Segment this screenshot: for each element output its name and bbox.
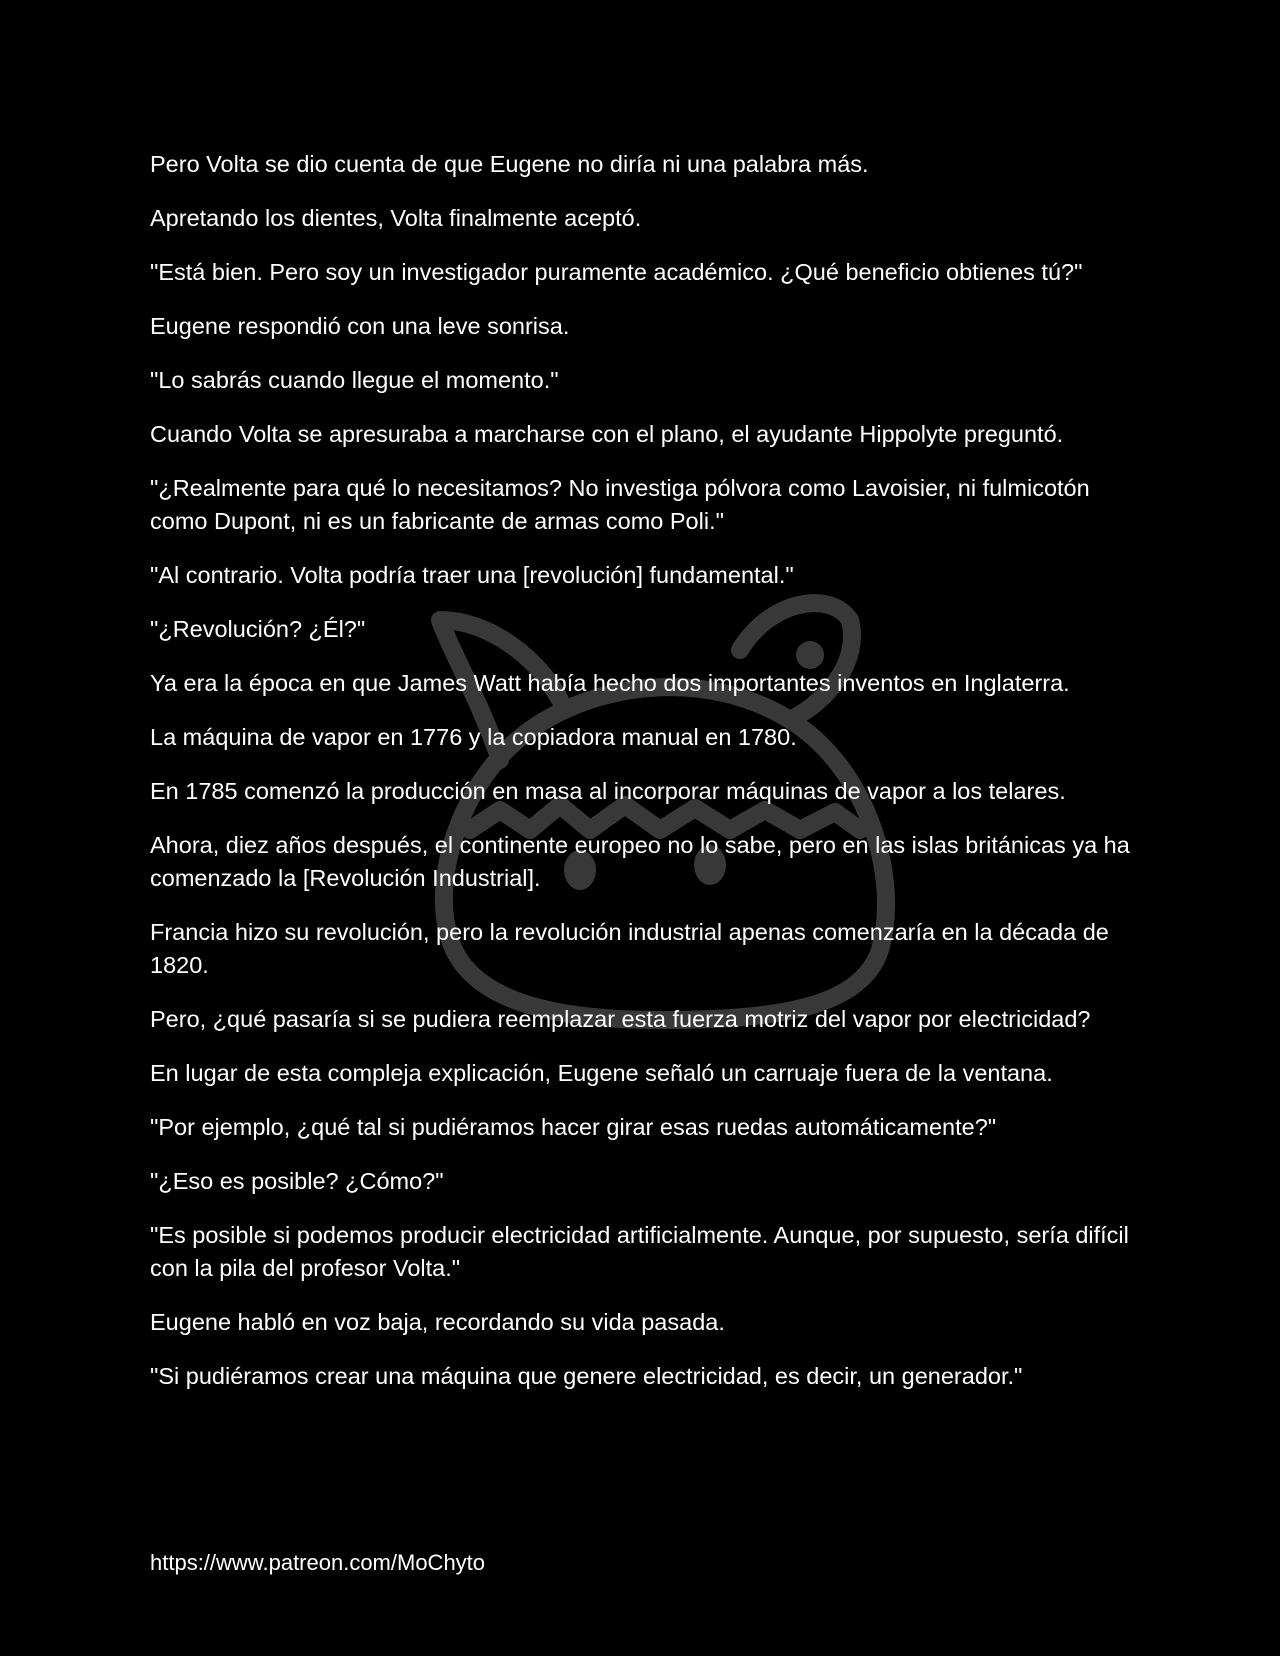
paragraph: "Lo sabrás cuando llegue el momento." (150, 367, 559, 393)
paragraph: En lugar de esta compleja explicación, Eugene señaló un carruaje fuera de la ventana. (150, 1060, 1053, 1086)
paragraph: "¿Realmente para qué lo necesitamos? No investiga pólvora como Lavoisier, ni fulmicotón como Dupont, ni es un fabricante de armas como Poli." (150, 475, 1090, 534)
paragraph: Cuando Volta se apresuraba a marcharse con el plano, el ayudante Hippolyte preguntó. (150, 421, 1064, 447)
paragraph: En 1785 comenzó la producción en masa al incorporar máquinas de vapor a los telares. (150, 778, 1066, 804)
paragraph: Pero Volta se dio cuenta de que Eugene no diría ni una palabra más. (150, 151, 869, 177)
paragraph: "Es posible si podemos producir electricidad artificialmente. Aunque, por supuesto, sería difícil con la pila del profesor Volta." (150, 1222, 1129, 1281)
paragraph: Apretando los dientes, Volta finalmente aceptó. (150, 205, 642, 231)
paragraph: Francia hizo su revolución, pero la revolución industrial apenas comenzaría en la década de 1820. (150, 919, 1109, 978)
paragraph: "Si pudiéramos crear una máquina que genere electricidad, es decir, un generador." (150, 1363, 1023, 1389)
chapter-text (150, 148, 1140, 1414)
paragraph: Pero, ¿qué pasaría si se pudiera reemplazar esta fuerza motriz del vapor por electricidad? (150, 1006, 1091, 1032)
paragraph: "Por ejemplo, ¿qué tal si pudiéramos hacer girar esas ruedas automáticamente?" (150, 1114, 997, 1140)
paragraph: "¿Eso es posible? ¿Cómo?" (150, 1168, 444, 1194)
patreon-link[interactable]: https://www.patreon.com/MoChyto (150, 1550, 486, 1575)
paragraph: Ahora, diez años después, el continente europeo no lo sabe, pero en las islas británicas ya ha comenzado la [Revolución Industrial]. (150, 832, 1130, 891)
paragraph: Eugene respondió con una leve sonrisa. (150, 313, 570, 339)
paragraph: La máquina de vapor en 1776 y la copiadora manual en 1780. (150, 724, 797, 750)
paragraph: Eugene habló en voz baja, recordando su vida pasada. (150, 1309, 725, 1335)
paragraph: Ya era la época en que James Watt había hecho dos importantes inventos en Inglaterra. (150, 670, 1070, 696)
paragraph: "Al contrario. Volta podría traer una [revolución] fundamental." (150, 562, 794, 588)
paragraph: "¿Revolución? ¿Él?" (150, 616, 366, 642)
paragraph: "Está bien. Pero soy un investigador puramente académico. ¿Qué beneficio obtienes tú?" (150, 259, 1083, 285)
